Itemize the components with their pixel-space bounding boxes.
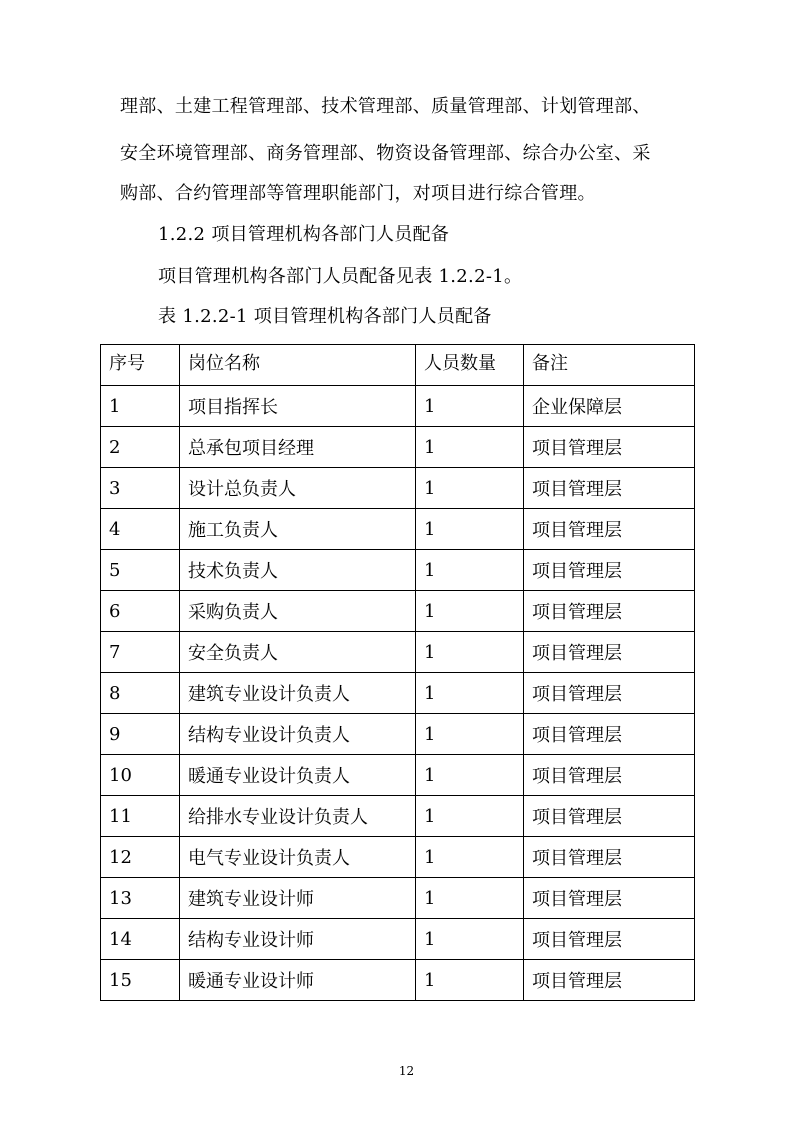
section-heading: 1.2.2 项目管理机构各部门人员配备 bbox=[158, 224, 450, 245]
row-cell-position: 暖通专业设计师 bbox=[180, 960, 416, 1001]
page-number: 12 bbox=[398, 1064, 415, 1078]
row-cell-number: 6 bbox=[101, 591, 180, 632]
row-cell-position: 总承包项目经理 bbox=[180, 427, 416, 468]
table-row bbox=[101, 509, 695, 550]
header-cell-number: 序号 bbox=[101, 345, 180, 386]
table-row bbox=[101, 755, 695, 796]
table-row bbox=[101, 632, 695, 673]
row-cell-number: 9 bbox=[101, 714, 180, 755]
table-row bbox=[101, 714, 695, 755]
row-cell-position: 建筑专业设计师 bbox=[180, 878, 416, 919]
row-cell-number: 7 bbox=[101, 632, 180, 673]
row-cell-position: 安全负责人 bbox=[180, 632, 416, 673]
row-cell-position: 电气专业设计负责人 bbox=[180, 837, 416, 878]
row-cell-number: 12 bbox=[101, 837, 180, 878]
table-row bbox=[101, 591, 695, 632]
row-cell-position: 项目指挥长 bbox=[180, 386, 416, 427]
row-cell-position: 结构专业设计负责人 bbox=[180, 714, 416, 755]
row-cell-quantity: 1 bbox=[416, 591, 524, 632]
row-cell-remarks: 项目管理层 bbox=[524, 837, 695, 878]
row-cell-number: 3 bbox=[101, 468, 180, 509]
row-cell-number: 5 bbox=[101, 550, 180, 591]
row-cell-number: 10 bbox=[101, 755, 180, 796]
table-header-row bbox=[101, 345, 695, 386]
body-text-line-1: 理部、土建工程管理部、技术管理部、质量管理部、计划管理部、 bbox=[120, 96, 651, 117]
row-cell-remarks: 项目管理层 bbox=[524, 960, 695, 1001]
row-cell-remarks: 企业保障层 bbox=[524, 386, 695, 427]
row-cell-quantity: 1 bbox=[416, 509, 524, 550]
row-cell-quantity: 1 bbox=[416, 755, 524, 796]
row-cell-quantity: 1 bbox=[416, 427, 524, 468]
row-cell-number: 2 bbox=[101, 427, 180, 468]
header-cell-quantity: 人员数量 bbox=[416, 345, 524, 386]
row-cell-quantity: 1 bbox=[416, 673, 524, 714]
section-intro: 项目管理机构各部门人员配备见表 1.2.2-1。 bbox=[158, 266, 523, 287]
row-cell-number: 13 bbox=[101, 878, 180, 919]
row-cell-number: 11 bbox=[101, 796, 180, 837]
table-row bbox=[101, 919, 695, 960]
row-cell-position: 暖通专业设计负责人 bbox=[180, 755, 416, 796]
row-cell-position: 采购负责人 bbox=[180, 591, 416, 632]
row-cell-position: 设计总负责人 bbox=[180, 468, 416, 509]
row-cell-quantity: 1 bbox=[416, 837, 524, 878]
row-cell-quantity: 1 bbox=[416, 550, 524, 591]
header-cell-position: 岗位名称 bbox=[180, 345, 416, 386]
table-row bbox=[101, 878, 695, 919]
row-cell-remarks: 项目管理层 bbox=[524, 673, 695, 714]
row-cell-remarks: 项目管理层 bbox=[524, 509, 695, 550]
row-cell-remarks: 项目管理层 bbox=[524, 919, 695, 960]
row-cell-remarks: 项目管理层 bbox=[524, 468, 695, 509]
row-cell-quantity: 1 bbox=[416, 714, 524, 755]
row-cell-number: 8 bbox=[101, 673, 180, 714]
row-cell-quantity: 1 bbox=[416, 386, 524, 427]
staff-allocation-table bbox=[100, 344, 695, 1001]
row-cell-remarks: 项目管理层 bbox=[524, 796, 695, 837]
row-cell-remarks: 项目管理层 bbox=[524, 755, 695, 796]
table-caption: 表 1.2.2-1 项目管理机构各部门人员配备 bbox=[158, 306, 492, 327]
row-cell-position: 施工负责人 bbox=[180, 509, 416, 550]
table-row bbox=[101, 427, 695, 468]
table-row bbox=[101, 468, 695, 509]
table-row bbox=[101, 837, 695, 878]
body-text-line-2: 安全环境管理部、商务管理部、物资设备管理部、综合办公室、采 bbox=[120, 143, 651, 164]
row-cell-position: 技术负责人 bbox=[180, 550, 416, 591]
row-cell-remarks: 项目管理层 bbox=[524, 632, 695, 673]
row-cell-remarks: 项目管理层 bbox=[524, 714, 695, 755]
row-cell-remarks: 项目管理层 bbox=[524, 591, 695, 632]
table-row bbox=[101, 673, 695, 714]
row-cell-quantity: 1 bbox=[416, 796, 524, 837]
row-cell-remarks: 项目管理层 bbox=[524, 427, 695, 468]
row-cell-position: 结构专业设计师 bbox=[180, 919, 416, 960]
row-cell-quantity: 1 bbox=[416, 632, 524, 673]
header-cell-remarks: 备注 bbox=[524, 345, 695, 386]
row-cell-quantity: 1 bbox=[416, 919, 524, 960]
table-row bbox=[101, 386, 695, 427]
row-cell-number: 4 bbox=[101, 509, 180, 550]
table-row bbox=[101, 550, 695, 591]
body-text-line-3: 购部、合约管理部等管理职能部门，对项目进行综合管理。 bbox=[120, 183, 596, 204]
row-cell-number: 14 bbox=[101, 919, 180, 960]
row-cell-quantity: 1 bbox=[416, 878, 524, 919]
row-cell-remarks: 项目管理层 bbox=[524, 550, 695, 591]
row-cell-quantity: 1 bbox=[416, 960, 524, 1001]
row-cell-number: 15 bbox=[101, 960, 180, 1001]
row-cell-quantity: 1 bbox=[416, 468, 524, 509]
table-row bbox=[101, 960, 695, 1001]
row-cell-position: 建筑专业设计负责人 bbox=[180, 673, 416, 714]
row-cell-number: 1 bbox=[101, 386, 180, 427]
table-row bbox=[101, 796, 695, 837]
row-cell-remarks: 项目管理层 bbox=[524, 878, 695, 919]
row-cell-position: 给排水专业设计负责人 bbox=[180, 796, 416, 837]
